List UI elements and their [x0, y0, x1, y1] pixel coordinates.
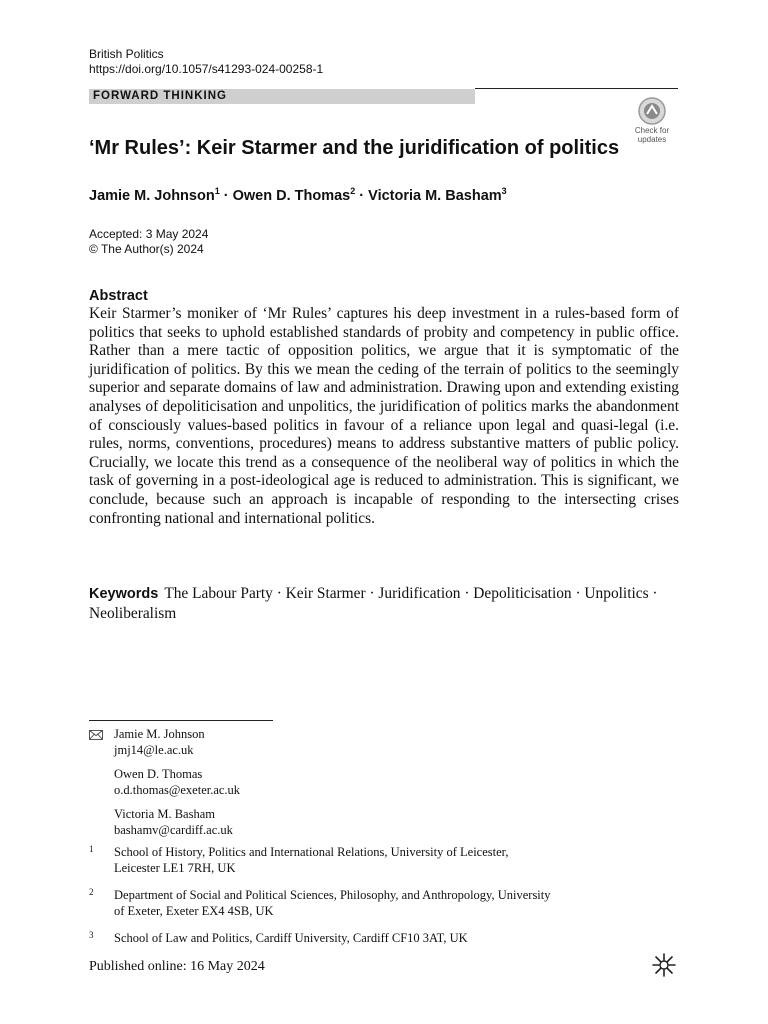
- accepted-date: Accepted: 3 May 2024: [89, 227, 209, 241]
- envelope-icon: [89, 730, 103, 740]
- journal-name: British Politics: [89, 47, 164, 61]
- correspondent-name: Jamie M. Johnson: [114, 727, 205, 741]
- affiliation-number: 3: [89, 930, 94, 940]
- abstract-heading: Abstract: [89, 288, 148, 304]
- affiliation-line: School of History, Politics and International Relations, University of Leicester,: [114, 845, 509, 859]
- correspondent-name: Owen D. Thomas: [114, 767, 203, 781]
- copyright: © The Author(s) 2024: [89, 242, 204, 256]
- published-date: Published online: 16 May 2024: [89, 959, 265, 974]
- badge-line1: Check for: [634, 126, 670, 135]
- article-meta: [89, 227, 208, 257]
- affiliation-line: Leicester LE1 7RH, UK: [114, 860, 236, 875]
- author-affil-sup: 3: [501, 186, 507, 196]
- correspondent-email[interactable]: jmj14@le.ac.uk: [114, 742, 194, 757]
- author-name[interactable]: Victoria M. Basham: [368, 187, 502, 204]
- correspondent-name: Victoria M. Basham: [114, 807, 215, 821]
- affiliation-item: [89, 931, 649, 947]
- affiliation-item: [89, 845, 649, 876]
- correspondence: [89, 727, 241, 847]
- author-separator: ·: [219, 187, 233, 204]
- section-rule: [475, 88, 678, 89]
- affiliations: [89, 845, 649, 959]
- author-name[interactable]: Jamie M. Johnson: [89, 187, 215, 204]
- author-affil-sup: 1: [214, 186, 220, 196]
- keywords-label: Keywords: [89, 586, 159, 602]
- author-list: [89, 186, 507, 204]
- section-label: FORWARD THINKING: [89, 89, 475, 104]
- badge-line2: updates: [637, 135, 667, 144]
- abstract-text: Keir Starmer’s moniker of ‘Mr Rules’ captures his deep investment in a rules-based form of politics that seeks to uphold established standards of probity and competency in public office. Rather than a mere tactic of opposition politics, we argue that it is symptomatic of the juridification of politics. By this we mean the ceding of the terrain of politics to the seemingly superior and separate domains of law and administration. Drawing upon and extending existing analyses of depoliticisation and unpolitics, the juridification of politics marks the abandonment of consciously values-based politics in favour of a reliance upon legal and quasi-legal (i.e. rules, norms, conventions, procedures) means to address substantive matters of public policy. Crucially, we locate this trend as a consequence of the neoliberal way of politics in which the task of governing in a post-ideological age is reduced to administration. This is significant, we conclude, because such an approach is incapable of responding to the intersecting crises confronting national and international politics.: [89, 305, 679, 527]
- check-for-updates-badge[interactable]: [626, 96, 678, 142]
- correspondence-entry: [114, 807, 240, 838]
- affiliation-line: School of Law and Politics, Cardiff University, Cardiff CF10 3AT, UK: [114, 931, 468, 945]
- article-title: ‘Mr Rules’: Keir Starmer and the juridification of politics: [89, 137, 620, 159]
- correspondent-email[interactable]: bashamv@cardiff.ac.uk: [114, 822, 233, 837]
- correspondence-entry: [114, 767, 240, 798]
- affiliation-number: 1: [89, 844, 94, 854]
- springer-horse-icon: [650, 951, 678, 979]
- journal-doi[interactable]: https://doi.org/10.1057/s41293-024-00258-1: [89, 62, 324, 76]
- check-for-updates-icon: [637, 96, 667, 126]
- keywords-text: The Labour Party · Keir Starmer · Juridification · Depoliticisation · Unpolitics · Neoliberalism: [89, 585, 658, 622]
- keywords: [89, 584, 679, 623]
- affiliation-item: [89, 888, 649, 919]
- footnote-rule: [89, 720, 273, 721]
- correspondence-entry: [114, 727, 240, 758]
- author-affil-sup: 2: [350, 186, 356, 196]
- author-name[interactable]: Owen D. Thomas: [232, 187, 351, 204]
- affiliation-line: of Exeter, Exeter EX4 4SB, UK: [114, 903, 274, 918]
- author-separator: ·: [355, 187, 369, 204]
- affiliation-line: Department of Social and Political Sciences, Philosophy, and Anthropology, University: [114, 888, 551, 902]
- journal-header: [89, 47, 323, 77]
- correspondent-email[interactable]: o.d.thomas@exeter.ac.uk: [114, 782, 241, 797]
- affiliation-number: 2: [89, 887, 94, 897]
